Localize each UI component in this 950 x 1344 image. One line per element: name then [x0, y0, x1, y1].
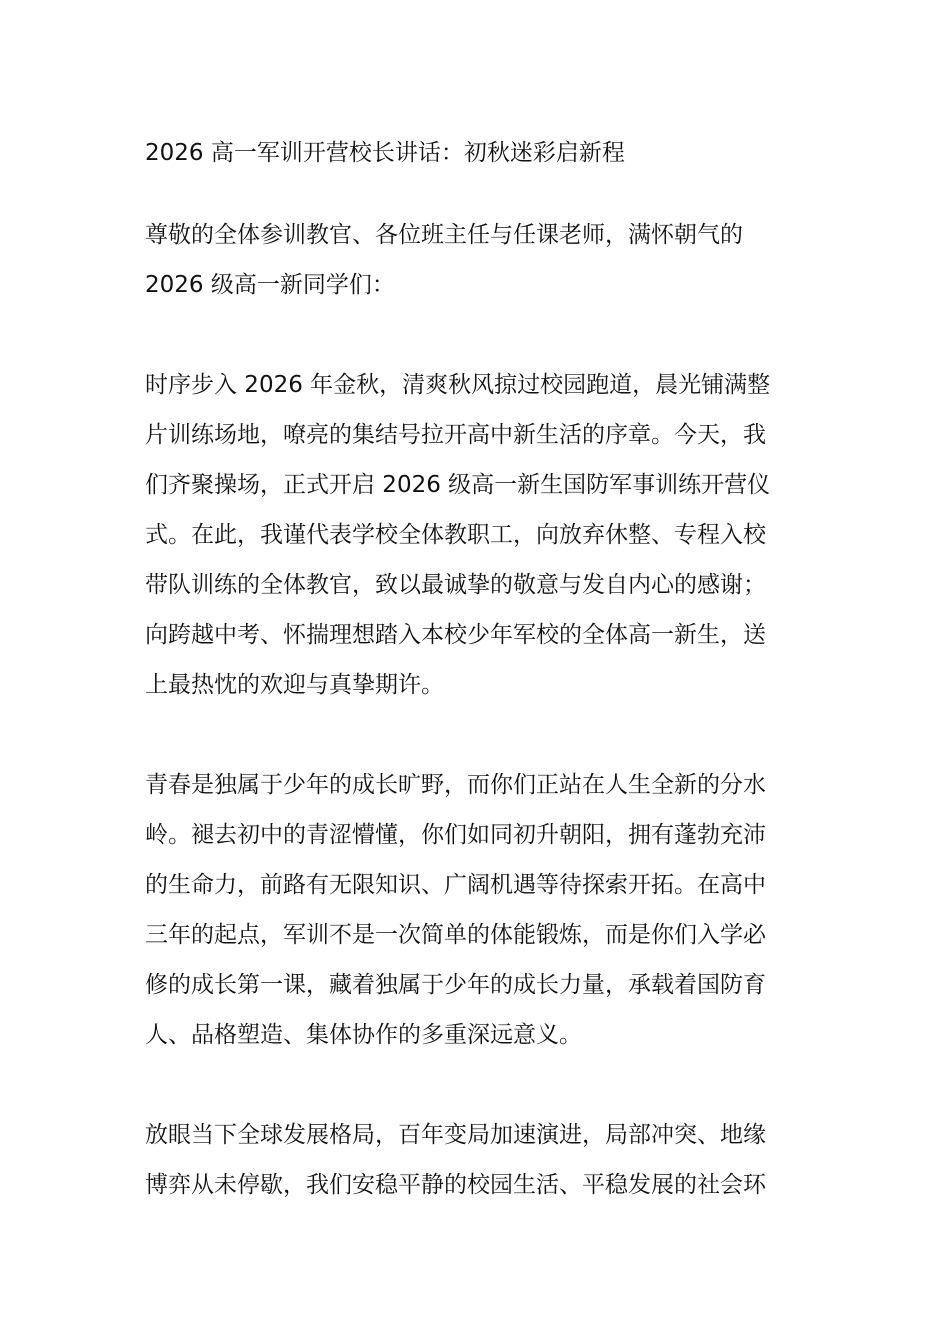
text-line: 博弈从未停歇，我们安稳平静的校园生活、平稳发展的社会环 — [145, 1172, 766, 1198]
text-line: 放眼当下全球发展格局，百年变局加速演进，局部冲突、地缘 — [145, 1122, 766, 1148]
text-line: 上最热忱的欢迎与真挚期许。 — [145, 672, 444, 698]
text-line: 青春是独属于少年的成长旷野，而你们正站在人生全新的分水 — [145, 772, 766, 798]
text-line: 三年的起点，军训不是一次简单的体能锻炼，而是你们入学必 — [145, 922, 766, 948]
paragraph-youth — [145, 760, 807, 1060]
text-line: 时序步入 2026 年金秋，清爽秋风掠过校园跑道，晨光铺满整 — [145, 372, 771, 398]
text-line: 岭。褪去初中的青涩懵懂，你们如同初升朝阳，拥有蓬勃充沛 — [145, 822, 766, 848]
text-line: 2026 级高一新同学们： — [145, 272, 395, 298]
text-line: 带队训练的全体教官，致以最诚挚的敬意与发自内心的感谢； — [145, 572, 766, 598]
text-line: 人、品格塑造、集体协作的多重深远意义。 — [145, 1022, 582, 1048]
text-line: 们齐聚操场，正式开启 2026 级高一新生国防军事训练开营仪 — [145, 472, 771, 498]
document-body — [145, 128, 807, 1260]
text-line: 片训练场地，嘹亮的集结号拉开高中新生活的序章。今天，我 — [145, 422, 766, 448]
paragraph-salutation — [145, 210, 807, 310]
text-line: 修的成长第一课，藏着独属于少年的成长力量，承载着国防育 — [145, 972, 766, 998]
text-line: 式。在此，我谨代表学校全体教职工，向放弃休整、专程入校 — [145, 522, 766, 548]
paragraph-global-context — [145, 1110, 807, 1210]
text-line: 尊敬的全体参训教官、各位班主任与任课老师，满怀朝气的 — [145, 222, 743, 248]
paragraph-opening — [145, 360, 807, 710]
text-line: 向跨越中考、怀揣理想踏入本校少年军校的全体高一新生，送 — [145, 622, 766, 648]
text-line: 的生命力，前路有无限知识、广阔机遇等待探索开拓。在高中 — [145, 872, 766, 898]
document-title: 2026 高一军训开营校长讲话：初秋迷彩启新程 — [145, 140, 625, 166]
